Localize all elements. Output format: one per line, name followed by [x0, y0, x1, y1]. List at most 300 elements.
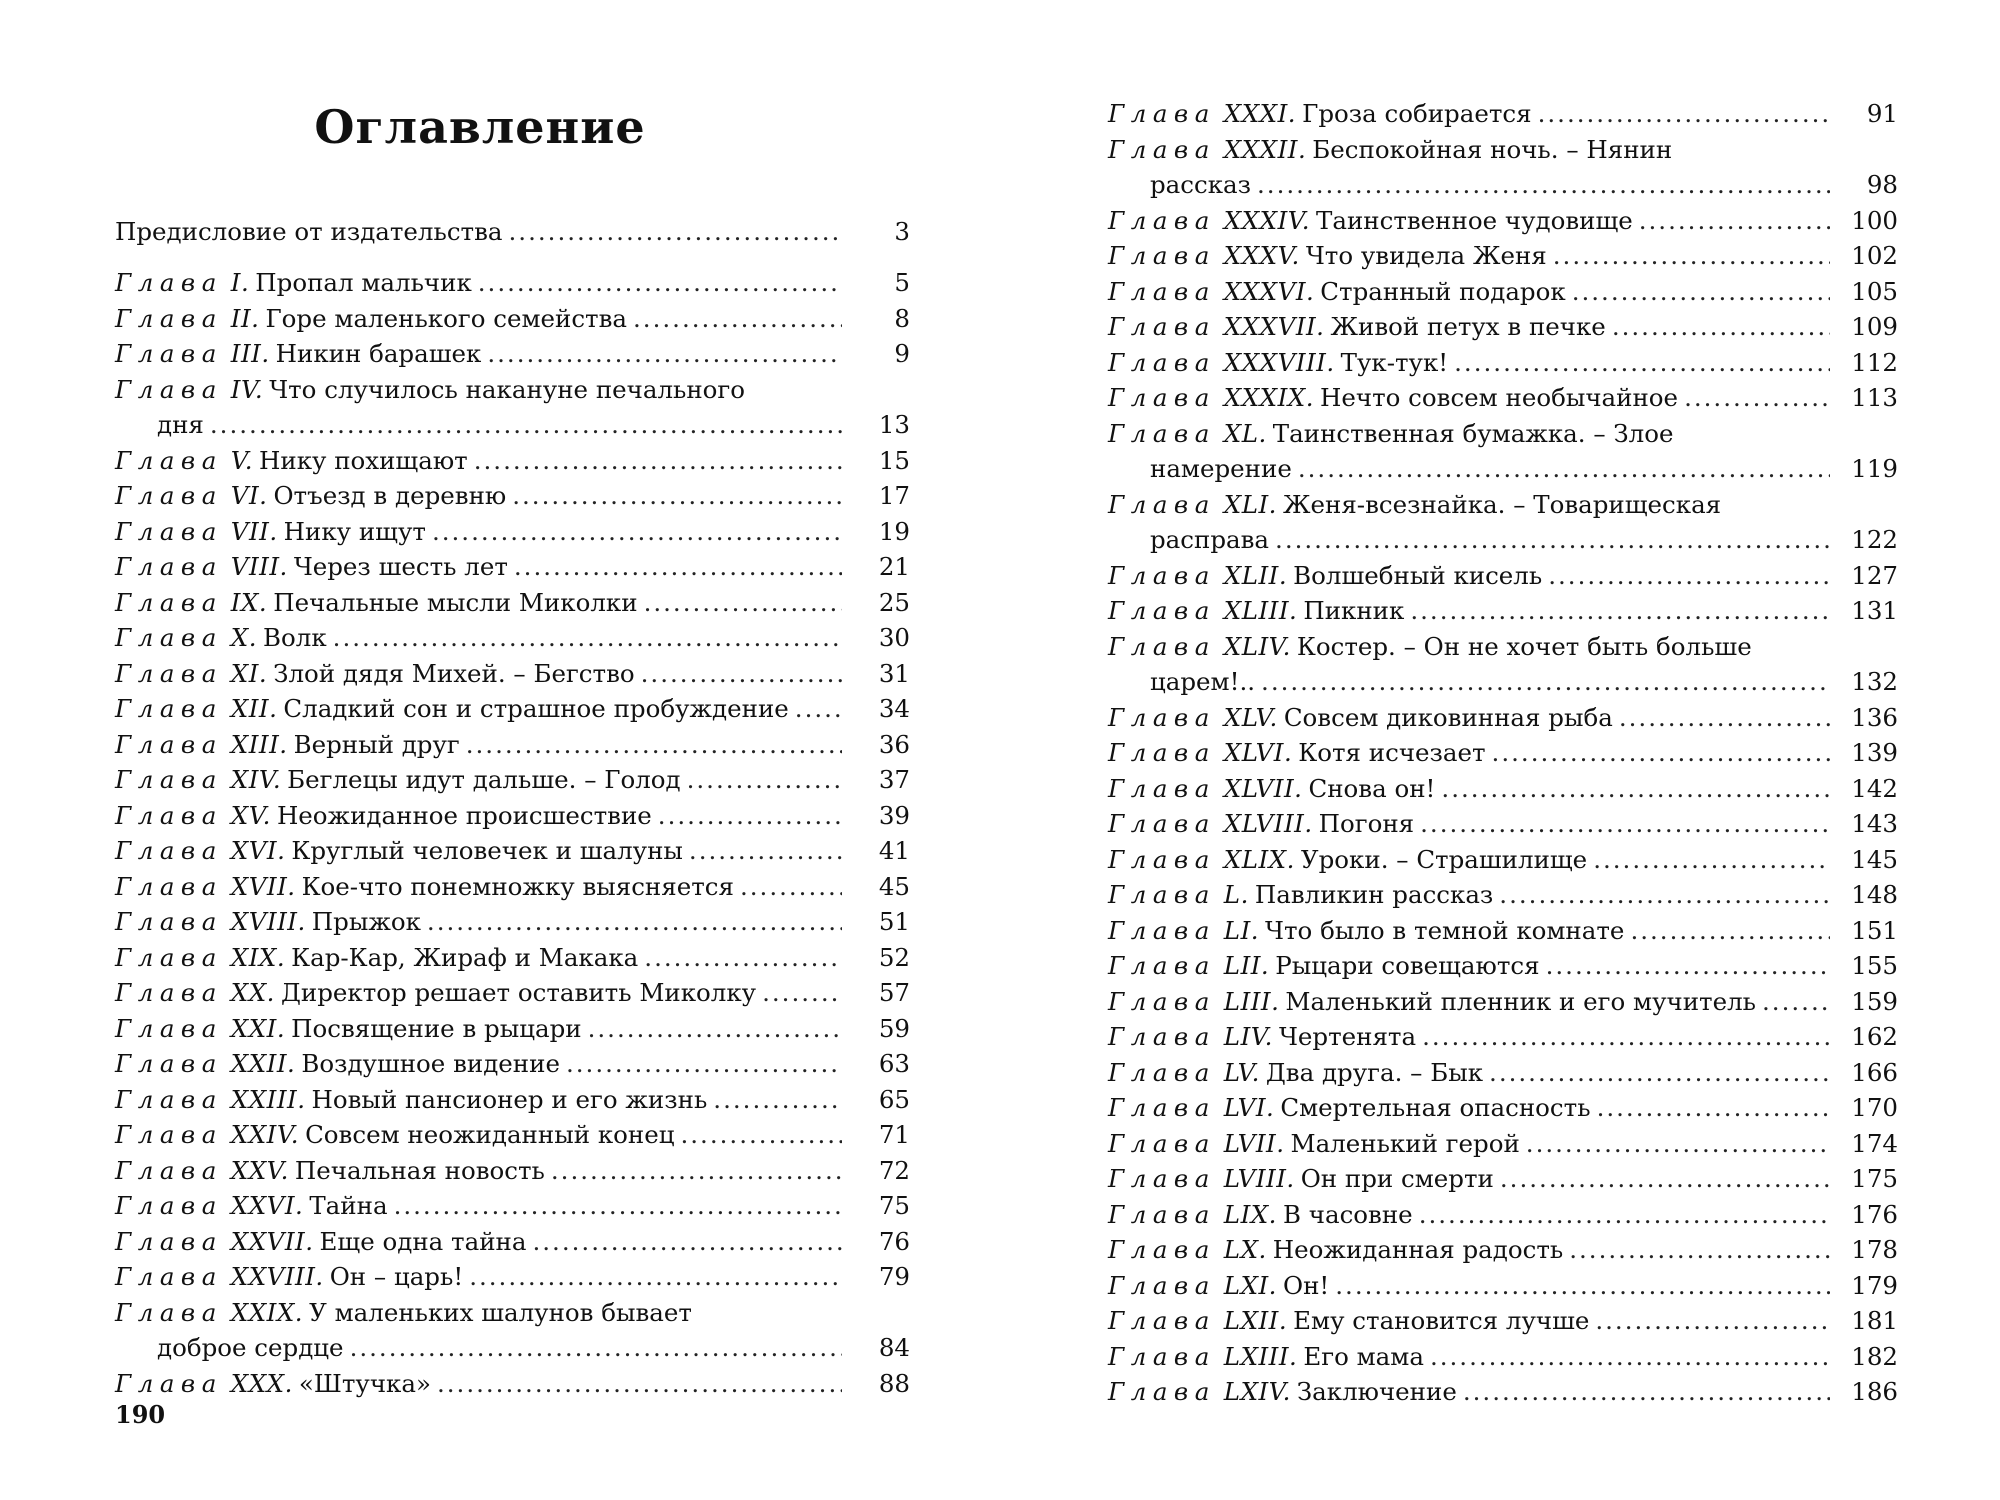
toc-entry: [1108, 948, 1898, 984]
chapter-prefix: Глава: [115, 694, 223, 723]
chapter-prefix: Глава: [1108, 1164, 1216, 1193]
chapter-prefix: Глава: [1108, 631, 1216, 661]
chapter-prefix: Глава: [1108, 134, 1216, 164]
chapter-prefix: Глава: [1108, 1377, 1216, 1406]
chapter-page-number: 181: [1851, 1306, 1898, 1335]
chapter-prefix: Глава: [1108, 738, 1216, 767]
toc-entry-line: [1108, 1374, 1898, 1410]
toc-entry-line: [115, 1117, 910, 1153]
toc-entry-line: [1108, 877, 1898, 913]
chapter-page-number: 71: [878, 1120, 910, 1149]
toc-entry: [1108, 487, 1898, 558]
chapter-title: Тук-тук!: [1340, 347, 1449, 377]
toc-entry: [1108, 345, 1898, 381]
toc-entry: [115, 620, 910, 656]
dot-leader: [1261, 664, 1830, 700]
chapter-number: XXI.: [230, 1013, 286, 1043]
dot-leader: [1489, 1055, 1830, 1091]
chapter-prefix: Глава: [1108, 99, 1216, 128]
chapter-page-number: 9: [894, 339, 910, 368]
chapter-prefix: Глава: [115, 339, 223, 368]
dot-leader: [1619, 700, 1830, 736]
toc-entry-line: [115, 549, 910, 585]
toc-entry-line: [115, 265, 910, 301]
chapter-page-number: 88: [878, 1368, 910, 1398]
toc-entry: [115, 1366, 910, 1402]
toc-entry-line: [115, 691, 910, 727]
toc-preface: [115, 214, 910, 266]
chapter-title: Ему становится лучше: [1293, 1306, 1590, 1335]
chapter-number: XXVII.: [230, 1226, 314, 1256]
dot-leader: [551, 1153, 842, 1189]
chapter-prefix: Глава: [1108, 418, 1216, 448]
chapter-page-number: 105: [1851, 276, 1898, 306]
dot-leader: [1335, 1268, 1830, 1304]
chapter-prefix: Глава: [1108, 951, 1216, 980]
toc-entry-line: [1108, 1161, 1898, 1197]
chapter-page-number: 57: [878, 978, 910, 1007]
chapter-number: XIV.: [230, 765, 282, 794]
chapter-title: Беглецы идут дальше. – Голод: [287, 765, 681, 794]
chapter-number: L.: [1223, 880, 1249, 909]
chapter-title: Таинственное чудовище: [1316, 205, 1633, 235]
chapter-title: Женя-всезнайка. – Товарищеская: [1282, 489, 1722, 519]
chapter-page-number: 174: [1851, 1128, 1898, 1158]
dot-leader: [394, 1188, 842, 1224]
chapter-prefix: Глава: [1108, 1341, 1216, 1371]
toc-entry: [115, 585, 910, 621]
chapter-number: IX.: [230, 587, 268, 617]
toc-entry: [1108, 96, 1898, 132]
toc-entry-line: [115, 1259, 910, 1295]
chapter-page-number: 72: [878, 1155, 910, 1185]
chapter-number: XVI.: [230, 836, 286, 865]
toc-entry: [115, 833, 910, 869]
toc-entry: [115, 1188, 910, 1224]
chapter-page-number: 19: [878, 516, 910, 546]
dot-leader: [512, 478, 842, 514]
toc-entry-line: [1108, 629, 1898, 665]
dot-leader: [1492, 735, 1830, 771]
chapter-title: Котя исчезает: [1298, 738, 1486, 767]
dot-leader: [1441, 771, 1830, 807]
toc-entry-line: [115, 1153, 910, 1189]
toc-entry: [1108, 593, 1898, 629]
chapter-title: Беспокойная ночь. – Нянин: [1312, 134, 1673, 164]
toc-entry-line: [115, 1046, 910, 1082]
toc-entry: [115, 656, 910, 692]
chapter-page-number: 136: [1851, 702, 1898, 732]
toc-entry: [115, 1082, 910, 1118]
chapter-title: Таинственная бумажка. – Злое: [1272, 418, 1674, 448]
chapter-title: Неожиданное происшествие: [276, 800, 652, 830]
dot-leader: [469, 1259, 842, 1295]
dot-leader: [1500, 1161, 1830, 1197]
chapter-number: LVII.: [1223, 1128, 1285, 1158]
toc-entry-line: [115, 798, 910, 834]
toc-entry: [115, 514, 910, 550]
chapter-page-number: 186: [1851, 1377, 1898, 1406]
chapter-title: Печальная новость: [294, 1155, 545, 1185]
chapter-page-number: 51: [878, 907, 910, 936]
toc-entry: [1108, 274, 1898, 310]
toc-entry: [1108, 771, 1898, 807]
chapter-prefix: Глава: [1108, 489, 1216, 519]
chapter-number: XXII.: [230, 1049, 296, 1078]
toc-entry: [1108, 132, 1898, 203]
dot-leader: [1526, 1126, 1830, 1162]
dot-leader: [210, 407, 842, 443]
toc-entry: [115, 1046, 910, 1082]
chapter-page-number: 76: [878, 1226, 910, 1256]
toc-entry: [1108, 558, 1898, 594]
toc-entry-line: [1108, 238, 1898, 274]
toc-entry-line: [115, 727, 910, 763]
toc-entry-line: [1108, 380, 1898, 416]
chapter-title: «Штучка»: [298, 1368, 431, 1398]
toc-entry: [115, 727, 910, 763]
toc-entry: [115, 1117, 910, 1153]
chapter-title: Сладкий сон и страшное пробуждение: [283, 694, 789, 723]
chapter-page-number: 170: [1851, 1093, 1898, 1122]
chapter-page-number: 131: [1851, 596, 1898, 625]
toc-entry: [1108, 877, 1898, 913]
toc-entry-line: [115, 585, 910, 621]
chapter-prefix: Глава: [115, 587, 223, 617]
toc-entry-continuation: [115, 1330, 910, 1366]
dot-leader: [566, 1046, 842, 1082]
toc-entry-line: [1108, 1126, 1898, 1162]
chapter-number: LII.: [1223, 951, 1270, 980]
chapter-prefix: Глава: [115, 623, 223, 652]
chapter-prefix: Глава: [1108, 844, 1216, 874]
dot-leader: [427, 904, 842, 940]
chapter-title-continuation: доброе сердце: [157, 1333, 344, 1362]
toc-entry-line: [115, 656, 910, 692]
dot-leader: [658, 798, 842, 834]
chapter-prefix: Глава: [115, 836, 223, 865]
dot-leader: [588, 1011, 842, 1047]
toc-entry: [1108, 735, 1898, 771]
chapter-page-number: 122: [1851, 525, 1898, 554]
chapter-number: XLIV.: [1223, 631, 1291, 661]
dot-leader: [432, 514, 842, 550]
toc-entry-line: [1108, 735, 1898, 771]
chapter-prefix: Глава: [1108, 702, 1216, 732]
toc-entry: [1108, 1339, 1898, 1375]
chapter-number: XXIX.: [230, 1297, 304, 1327]
chapter-title: Он при смерти: [1300, 1164, 1494, 1193]
dot-leader: [740, 869, 842, 905]
dot-leader: [466, 727, 842, 763]
chapter-number: XII.: [230, 694, 278, 723]
toc-entry-continuation: [1108, 167, 1898, 203]
toc-entry-line: [115, 1082, 910, 1118]
dot-leader: [762, 975, 842, 1011]
chapter-prefix: Глава: [1108, 1022, 1216, 1051]
chapter-number: LI.: [1223, 915, 1260, 945]
chapter-number: LV.: [1223, 1057, 1260, 1087]
chapter-page-number: 159: [1851, 986, 1898, 1016]
chapter-number: LVIII.: [1223, 1164, 1295, 1193]
toc-entry: [1108, 1126, 1898, 1162]
chapter-number: XXXVI.: [1223, 276, 1315, 306]
toc-entry-line: [1108, 1019, 1898, 1055]
chapter-title: Через шесть лет: [293, 552, 508, 581]
chapter-title: Совсем диковинная рыба: [1283, 702, 1613, 732]
chapter-title: Что было в темной комнате: [1265, 915, 1625, 945]
toc-entry: [115, 904, 910, 940]
chapter-number: XXXV.: [1223, 241, 1300, 270]
chapter-title: В часовне: [1282, 1199, 1413, 1229]
chapter-prefix: Глава: [1108, 596, 1216, 625]
chapter-title: Директор решает оставить Миколку: [280, 978, 757, 1007]
toc-list-left: [115, 265, 910, 1401]
chapter-prefix: Глава: [1108, 312, 1216, 341]
chapter-title: Печальные мысли Миколки: [273, 587, 638, 617]
chapter-title: Еще одна тайна: [319, 1226, 527, 1256]
toc-heading: Оглавление: [314, 100, 646, 154]
preface-entry: [115, 214, 910, 250]
toc-entry: [115, 478, 910, 514]
chapter-title: Погоня: [1318, 809, 1415, 838]
chapter-number: XXXIX.: [1223, 383, 1315, 412]
chapter-number: XX.: [230, 978, 275, 1007]
chapter-prefix: Глава: [115, 268, 223, 297]
chapter-title: Пикник: [1303, 596, 1405, 625]
chapter-page-number: 162: [1851, 1022, 1898, 1051]
chapter-page-number: 45: [878, 871, 910, 901]
chapter-title: Кар-Кар, Жираф и Макака: [291, 942, 639, 972]
toc-entry-line: [1108, 984, 1898, 1020]
chapter-page-number: 132: [1851, 667, 1898, 696]
chapter-number: LXIII.: [1223, 1341, 1298, 1371]
chapter-number: LX.: [1223, 1235, 1267, 1264]
toc-entry: [1108, 629, 1898, 700]
chapter-page-number: 15: [878, 445, 910, 475]
chapter-prefix: Глава: [115, 800, 223, 830]
chapter-number: XXXIV.: [1223, 205, 1310, 235]
chapter-title: Два друга. – Бык: [1265, 1057, 1484, 1087]
chapter-page-number: 179: [1851, 1270, 1898, 1300]
toc-entry-line: [115, 514, 910, 550]
chapter-page-number: 52: [878, 942, 910, 972]
dot-leader: [1454, 345, 1830, 381]
chapter-page-number: 79: [878, 1262, 910, 1291]
dot-leader: [1538, 96, 1830, 132]
chapter-title-continuation: расправа: [1150, 525, 1270, 554]
toc-entry: [115, 549, 910, 585]
chapter-page-number: 37: [878, 765, 910, 794]
chapter-number: XXVI.: [230, 1191, 304, 1220]
chapter-prefix: Глава: [1108, 1057, 1216, 1087]
toc-entry: [1108, 1197, 1898, 1233]
toc-entry-line: [1108, 487, 1898, 523]
chapter-title: Павликин рассказ: [1254, 880, 1494, 909]
dot-leader: [1430, 1339, 1830, 1375]
chapter-prefix: Глава: [115, 978, 223, 1007]
toc-entry-line: [115, 975, 910, 1011]
toc-entry: [1108, 309, 1898, 345]
chapter-number: XI.: [230, 658, 268, 688]
chapter-title: Верный друг: [293, 729, 460, 759]
chapter-number: XXXI.: [1223, 99, 1297, 128]
chapter-title: Чертенята: [1278, 1022, 1417, 1051]
chapter-title: Неожиданная радость: [1272, 1235, 1564, 1264]
dot-leader: [633, 301, 842, 337]
toc-entry-line: [115, 1224, 910, 1260]
chapter-title: Рыцари совещаются: [1275, 951, 1540, 980]
chapter-title: Костер. – Он не хочет быть больше: [1296, 631, 1752, 661]
chapter-title: Посвящение в рыцари: [291, 1013, 582, 1043]
chapter-number: XXIII.: [230, 1084, 306, 1114]
chapter-title: Нику ищут: [283, 516, 426, 546]
chapter-page-number: 31: [878, 658, 910, 688]
dot-leader: [1569, 1232, 1830, 1268]
dot-leader: [532, 1224, 842, 1260]
dot-leader: [1420, 806, 1830, 842]
chapter-title: Воздушное видение: [301, 1049, 560, 1078]
toc-entry: [115, 1224, 910, 1260]
chapter-title: Что увидела Женя: [1305, 241, 1547, 270]
chapter-number: LVI.: [1223, 1093, 1275, 1122]
toc-entry-line: [115, 336, 910, 372]
chapter-prefix: Глава: [115, 374, 223, 404]
toc-entry: [115, 975, 910, 1011]
toc-entry-line: [115, 478, 910, 514]
chapter-prefix: Глава: [115, 516, 223, 546]
dot-leader: [1499, 877, 1830, 913]
toc-entry: [115, 762, 910, 798]
chapter-page-number: 21: [878, 552, 910, 581]
toc-entry: [115, 1153, 910, 1189]
chapter-title-continuation: намерение: [1150, 454, 1292, 483]
chapter-number: LIX.: [1223, 1199, 1277, 1229]
chapter-prefix: Глава: [1108, 773, 1216, 803]
chapter-title: Волшебный кисель: [1293, 560, 1543, 590]
chapter-title: Он!: [1282, 1270, 1330, 1300]
dot-leader: [687, 762, 842, 798]
chapter-page-number: 143: [1851, 809, 1898, 838]
chapter-prefix: Глава: [115, 1120, 223, 1149]
chapter-number: XXXII.: [1223, 134, 1307, 164]
chapter-page-number: 34: [878, 694, 910, 723]
dot-leader: [680, 1117, 842, 1153]
chapter-page-number: 139: [1851, 738, 1898, 767]
chapter-title: Пропал мальчик: [255, 268, 472, 297]
toc-entry-line: [1108, 806, 1898, 842]
dot-leader: [1762, 984, 1830, 1020]
chapter-page-number: 113: [1851, 383, 1898, 412]
chapter-title: Заключение: [1296, 1377, 1457, 1406]
chapter-number: XIII.: [230, 729, 288, 759]
toc-entry-line: [115, 301, 910, 337]
chapter-prefix: Глава: [115, 445, 223, 475]
dot-leader: [644, 585, 842, 621]
dot-leader: [644, 940, 842, 976]
toc-entry-line: [115, 372, 910, 408]
chapter-number: LIV.: [1223, 1022, 1273, 1051]
chapter-page-number: 145: [1851, 844, 1898, 874]
dot-leader: [1275, 522, 1830, 558]
chapter-page-number: 148: [1851, 880, 1898, 909]
chapter-title-continuation: рассказ: [1150, 170, 1252, 199]
chapter-title: Нечто совсем необычайное: [1320, 383, 1679, 412]
toc-entry-line: [115, 1295, 910, 1331]
chapter-page-number: 109: [1851, 312, 1898, 341]
toc-entry: [1108, 1055, 1898, 1091]
chapter-title: Злой дядя Михей. – Бегство: [273, 658, 635, 688]
chapter-number: XXVIII.: [230, 1262, 324, 1291]
chapter-prefix: Глава: [1108, 205, 1216, 235]
chapter-prefix: Глава: [115, 481, 223, 510]
chapter-prefix: Глава: [115, 1226, 223, 1256]
chapter-number: XL.: [1223, 418, 1267, 448]
toc-entry: [1108, 238, 1898, 274]
toc-entry-line: [115, 1011, 910, 1047]
toc-entry-line: [1108, 842, 1898, 878]
chapter-prefix: Глава: [1108, 1199, 1216, 1229]
chapter-number: XLVII.: [1223, 773, 1303, 803]
chapter-number: XXIV.: [230, 1120, 300, 1149]
toc-entry-line: [1108, 948, 1898, 984]
dot-leader: [1298, 451, 1830, 487]
chapter-prefix: Глава: [115, 907, 223, 936]
chapter-title: Маленький пленник и его мучитель: [1285, 986, 1756, 1016]
preface-page-number: 3: [894, 217, 910, 246]
dot-leader: [1553, 238, 1830, 274]
chapter-title: Гроза собирается: [1302, 99, 1532, 128]
chapter-number: XLI.: [1223, 489, 1277, 519]
chapter-page-number: 8: [894, 303, 910, 333]
chapter-prefix: Глава: [115, 765, 223, 794]
chapter-title: Уроки. – Страшилище: [1300, 844, 1588, 874]
toc-entry: [1108, 1268, 1898, 1304]
chapter-prefix: Глава: [1108, 241, 1216, 270]
dot-leader: [1595, 1303, 1830, 1339]
chapter-number: XVIII.: [230, 907, 306, 936]
toc-entry-line: [115, 833, 910, 869]
toc-entry: [1108, 1232, 1898, 1268]
dot-leader: [474, 443, 842, 479]
chapter-page-number: 98: [1866, 170, 1898, 199]
chapter-page-number: 175: [1851, 1164, 1898, 1193]
toc-entry-continuation: [115, 407, 910, 443]
chapter-number: VI.: [230, 481, 268, 510]
toc-entry-line: [1108, 771, 1898, 807]
toc-entry-line: [115, 762, 910, 798]
dot-leader: [795, 691, 842, 727]
chapter-prefix: Глава: [1108, 1270, 1216, 1300]
dot-leader: [1572, 274, 1830, 310]
toc-entry-line: [1108, 700, 1898, 736]
toc-entry: [115, 1011, 910, 1047]
chapter-title: Смертельная опасность: [1280, 1093, 1591, 1122]
dot-leader: [713, 1082, 842, 1118]
toc-entry-line: [115, 620, 910, 656]
chapter-page-number: 100: [1851, 205, 1898, 235]
chapter-prefix: Глава: [115, 1084, 223, 1114]
page-folio: 190: [115, 1400, 166, 1429]
toc-entry-line: [1108, 1232, 1898, 1268]
chapter-page-number: 59: [878, 1013, 910, 1043]
toc-entry: [1108, 984, 1898, 1020]
chapter-title: Странный подарок: [1320, 276, 1566, 306]
dot-leader: [1546, 948, 1830, 984]
toc-entry: [1108, 1374, 1898, 1410]
chapter-number: XXXVIII.: [1223, 347, 1335, 377]
dot-leader: [1593, 842, 1830, 878]
